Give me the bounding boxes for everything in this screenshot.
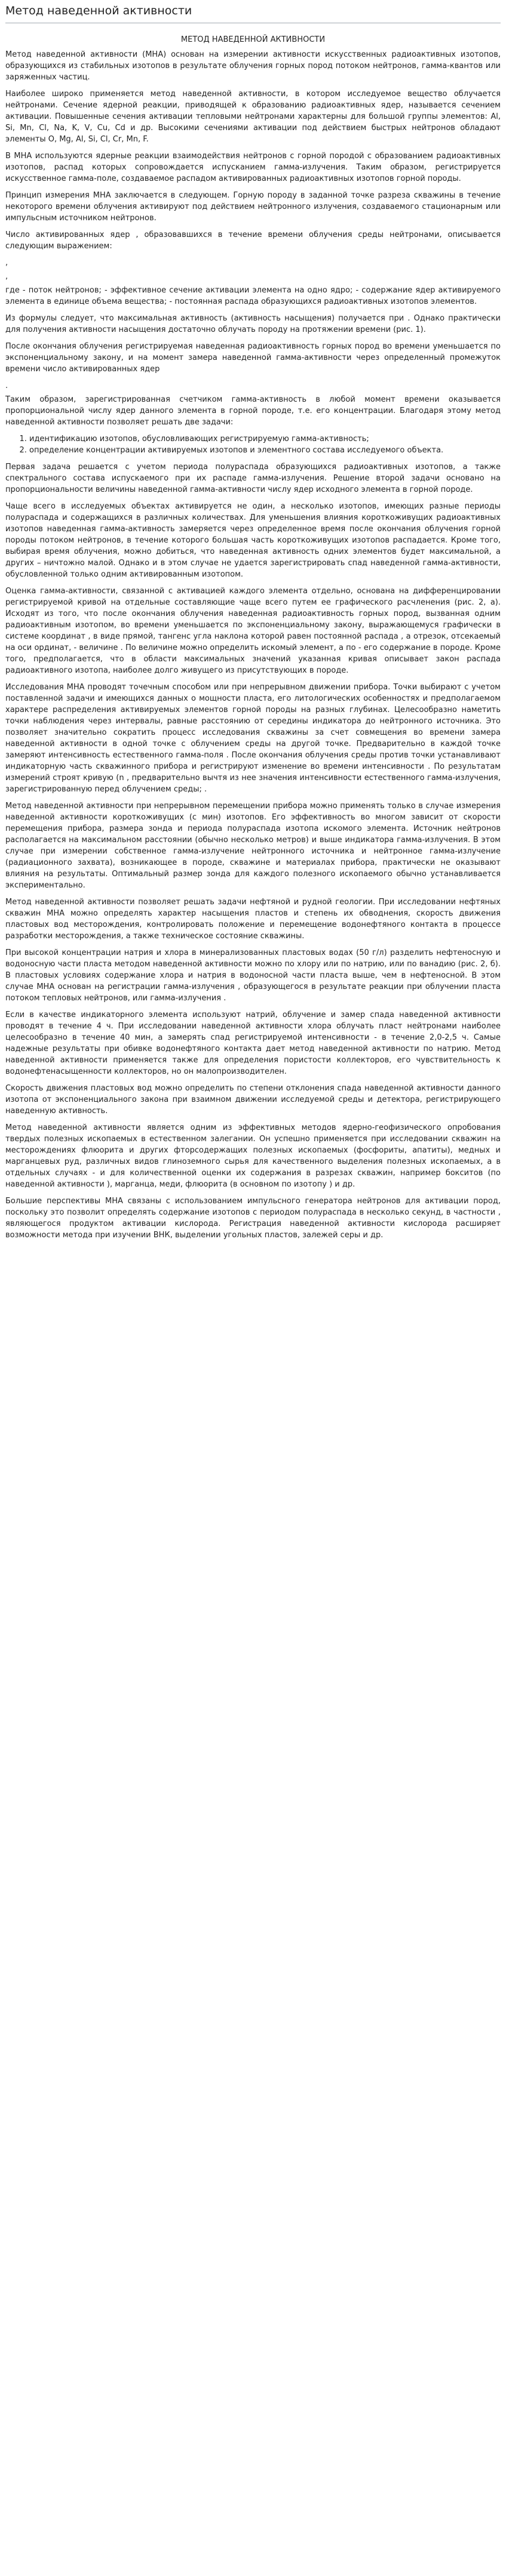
paragraph: Чаще всего в исследуемых объектах активируется не один, а несколько изотопов, имеющих разные периоды полураспада и содержащихся в различных количествах. Для уменьшения влияния короткоживущих радиоактивных изотопов наведенная гамма-активность замеряется через определенное время после окончания облучения горной породы потоком нейтронов, в течение которого большая часть короткоживущих изотопов распадается. Кроме того, выбирая время облучения, можно добиться, что наведенная активность одних элементов будет максимальной, а других – ничтожно малой. Однако и в этом случае не удается зарегистрировать спад наведенной гамма-активности, обусловленной только одним активированным изотопом. <box>5 502 501 580</box>
paragraph: Метод наведенной активности является одним из эффективных методов ядерно-геофизического опробования твердых полезных ископаемых в естественном залегании. Он успешно применяется при исследовании скважин на месторождениях флюорита и других фторсодержащих полезных ископаемых (фосфориты, апатиты), медных и марганцевых руд, различных видов глиноземного сырья для качественного выделения полезных ископаемых, а в отдельных случаях - и для количественной оценки их содержания в разрезах скважин, например бокситов (по наведенной активности ), марганца, меди, флюорита (в основном по изотопу ) и др. <box>5 1123 501 1190</box>
paragraph: Наиболее широко применяется метод наведенной активности, в котором исследуемое вещество облучается нейтронами. Сечение ядерной реакции, приводящей к образованию радиоактивных ядер, называется сечением активации. Повышенные сечения активации тепловыми нейтронами характерны для большой группы элементов: Al, Si, Mn, Cl, Na, K, V, Cu, Cd и др. Высокими сечениями активации под действием быстрых нейтронов обладают элементы O, Mg, Al, Si, Cl, Cr, Mn, F. <box>5 90 501 144</box>
paragraph: Если в качестве индикаторного элемента используют натрий, облучение и замер спада наведенной активности проводят в течение 4 ч. При исследовании наведенной активности хлора облучать пласт нейтронами наиболее целесообразно в течение 40 мин, а замерять спад регистрируемой интенсивности - в течение 2,0-2,5 ч. Самые надежные результаты при обивке водонефтяного контакта дает метод наведенной активности по натрию. Метод наведенной активности применяется также для определения пористости коллекторов, его чувствительность к водонефтенасыщенности коллекторов, но он малопроизводителен. <box>5 1010 501 1077</box>
task-list <box>5 433 501 456</box>
paragraph: Исследования МНА проводят точечным способом или при непрерывном движении прибора. Точки выбирают с учетом поставленной задачи и имеющихся данных о мощности пласта, его литологических особенностях и предполагаемом характере распределения активируемых элементов горной породы на разных глубинах. Целесообразно наметить точки наблюдения через интервалы, равные расстоянию от середины индикатора до нейтронного источника. Это позволяет значительно сократить процесс исследования скважины за счет совмещения во времени замера наведенной активности в одной точке с облучением среды на другой точке. Предварительно в каждой точке замеряют интенсивность естественного гамма-поля . После окончания облучения среды против точки устанавливают индикаторную часть скважинного прибора и регистрируют изменение во времени интенсивности . По результатам измерений строят кривую (n , предварительно вычтя из нее значения интенсивности естественного гамма-излучения, зарегистрированную перед облучением среды; . <box>5 683 501 794</box>
formula-line: . <box>5 381 8 391</box>
paragraph: После окончания облучения регистрируемая наведенная радиоактивность горных пород во времени уменьшается по экспоненциальному закону, и на момент замера наведенной гамма-активности через определенный промежуток времени число активированных ядер <box>5 342 501 374</box>
paragraph: При высокой концентрации натрия и хлора в минерализованных пластовых водах (50 г/л) разделить нефтеносную и водоносную части пласта методом наведенной активности можно по хлору или по натрию, или по ванадию (рис. 2, б). В пластовых условиях содержание хлора и натрия в водоносной части пласта выше, чем в нефтеносной. В этом случае МНА основан на регистрации гамма-излучения , образующегося в результате реакции при облучении пласта потоком тепловых нейтронов, или гамма-излучения . <box>5 948 501 1003</box>
paragraph: Число активированных ядер , образовавшихся в течение времени облучения среды нейтронами, описывается следующим выражением: <box>5 230 501 251</box>
list-item: 2. определение концентрации активируемых изотопов и элементного состава исследуемого объекта. <box>29 445 501 456</box>
formula-line: , <box>5 272 8 282</box>
page-title: Метод наведенной активности <box>5 0 501 23</box>
article <box>0 0 506 1241</box>
paragraph: В МНА используются ядерные реакции взаимодействия нейтронов с горной породой с образованием радиоактивных изотопов, распад которых сопровождается испусканием гамма-излучения. Таким образом, регистрируется искусственное гамма-поле, создаваемое распадом активированных радиоактивных изотопов горной породы. <box>5 152 501 184</box>
paragraph: Большие перспективы МНА связаны с использованием импульсного генератора нейтронов для активации пород, поскольку это позволит определять содержание изотопов с периодом полураспада в несколько секунд, в частности , являющегося продуктом активации кислорода. Регистрация наведенной активности кислорода расширяет возможности метода при изучении ВНК, выделении угольных пластов, залежей серы и др. <box>5 1197 501 1240</box>
paragraph: Таким образом, зарегистрированная счетчиком гамма-активность в любой момент времени оказывается пропорциональной числу ядер данного элемента в горной породе, т.е. его концентрации. Благодаря этому метод наведенной активности позволяет решать две задачи: <box>5 395 501 427</box>
paragraph: где - поток нейтронов; - эффективное сечение активации элемента на одно ядро; - содержание ядер активируемого элемента в единице объема вещества; - постоянная распада образующихся радиоактивных изотопов элементов. <box>5 286 501 307</box>
paragraph: Метод наведенной активности при непрерывном перемещении прибора можно применять только в случае измерения наведенной активности короткоживущих (с мин) изотопов. Его эффективность во многом зависит от скорости перемещения прибора, размера зонда и периода полураспада изотопа искомого элемента. Источник нейтронов располагается на максимальном расстоянии (обычно несколько метров) и выше индикатора гамма-излучения. В этом случае при измерении собственное гамма-излучение нейтронного источника и нейтронное гамма-излучение (радиационного захвата), возникающее в породе, скважине и материалах прибора, практически не оказывают влияния на результаты. Оптимальный размер зонда для каждого полезного ископаемого обычно устанавливается экспериментально. <box>5 802 501 890</box>
paragraph: Метод наведенной активности позволяет решать задачи нефтяной и рудной геологии. При исследовании нефтяных скважин МНА можно определять характер насыщения пластов и степень их обводнения, скорость движения пластовых вод месторождения, контролировать положение и перемещение водонефтяного контакта в процессе разработки месторождения, а также техническое состояние скважины. <box>5 898 501 941</box>
paragraph: Принцип измерения МНА заключается в следующем. Горную породу в заданной точке разреза скважины в течение некоторого времени облучения активируют под действием нейтронного излучения, создаваемого стационарным или импульсным источником нейтронов. <box>5 191 501 223</box>
paragraph: Первая задача решается с учетом периода полураспада образующихся радиоактивных изотопов, а также спектрального состава испускаемого при их распаде гамма-излучения. Решение второй задачи основано на пропорциональности величины наведенной гамма-активности числу ядер исходного элемента в горной породе. <box>5 463 501 495</box>
list-item: 1. идентификацию изотопов, обусловливающих регистрируемую гамма-активность; <box>29 433 501 445</box>
paragraph: Из формулы следует, что максимальная активность (активность насыщения) получается при . Однако практически для получения активности насыщения достаточно облучать породу на протяжении времени (рис. 1). <box>5 314 501 335</box>
paragraph: Метод наведенной активности (МНА) основан на измерении активности искусственных радиоактивных изотопов, образующихся из стабильных изотопов в результате облучения горных пород потоком нейтронов, гамма-квантов или заряженных частиц. <box>5 50 501 82</box>
paragraph: Оценка гамма-активности, связанной с активацией каждого элемента отдельно, основана на дифференцировании регистрируемой кривой на отдельные составляющие чаще всего путем ее графического расчленения (рис. 2, а). Исходят из того, что после окончания облучения наведенная радиоактивность горных пород, вызванная одним радиоактивным изотопом, во времени уменьшается по экспоненциальному закону, выражающемуся графически в системе координат , в виде прямой, тангенс угла наклона которой равен постоянной распада , а отрезок, отсекаемый на оси ординат, - величине . По величине можно определить искомый элемент, а по - его содержание в породе. Кроме того, предполагается, что в области максимальных значений указанная кривая описывает закон распада радиоактивного изотопа, наиболее долго живущего из присутствующих в породе. <box>5 587 501 676</box>
paragraph: Скорость движения пластовых вод можно определить по степени отклонения спада наведенной активности данного изотопа от экспоненциального закона при взаимном движении исследуемой среды и детектора, регистрирующего наведенную активность. <box>5 1084 501 1116</box>
formula-line: , <box>5 258 8 268</box>
section-heading: МЕТОД НАВЕДЕННОЙ АКТИВНОСТИ <box>180 35 326 44</box>
